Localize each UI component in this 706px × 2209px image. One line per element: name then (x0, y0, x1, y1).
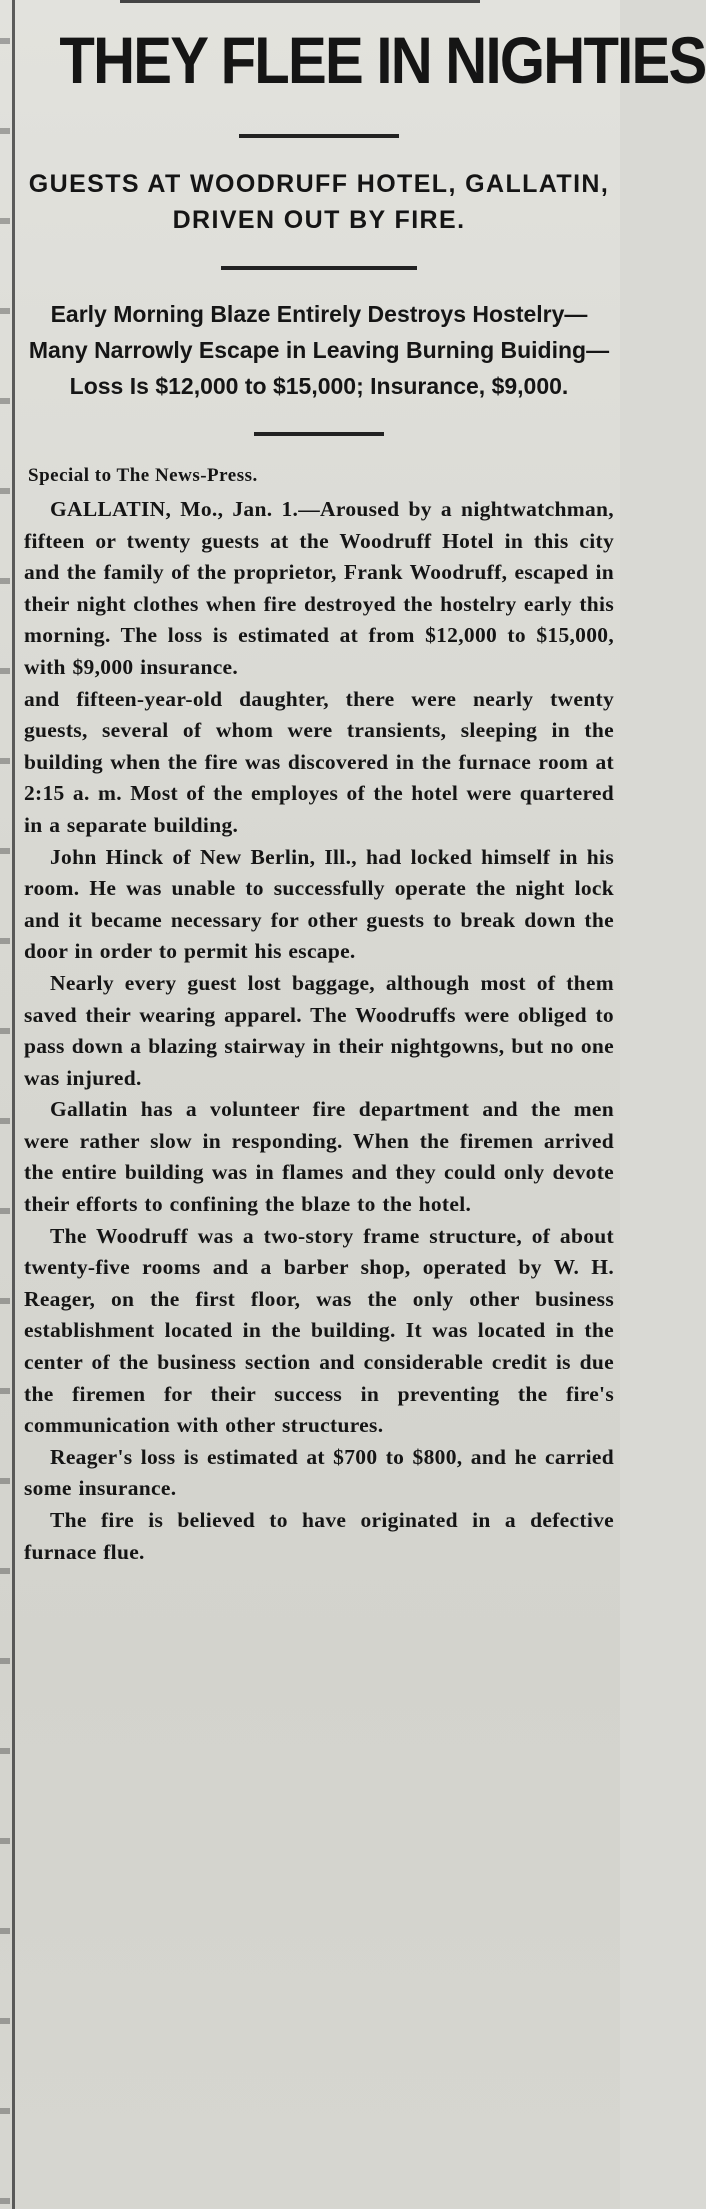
dateline: Special to The News-Press. (28, 465, 258, 486)
top-divider (120, 0, 480, 3)
paragraph-4: Nearly every guest lost baggage, although most of them saved their wearing apparel. The Woodruffs were obliged to pass down a blazing stairway in their nightgowns, but no one was injured. (24, 970, 614, 1090)
paragraph-3: John Hinck of New Berlin, Ill., had locked himself in his room. He was unable to successfully operate the night lock and it became necessary for other guests to break down the door in order to permit his escape. (24, 844, 614, 964)
paragraph-5: Gallatin has a volunteer fire department and the men were rather slow in responding. When the firemen arrived the entire building was in flames and they could only devote their efforts to confining the blaze to the hotel. (24, 1097, 614, 1217)
article-body (24, 494, 614, 1568)
news-article (24, 14, 706, 1568)
headline-divider (239, 134, 399, 138)
paragraph-1: GALLATIN, Mo., Jan. 1.—Aroused by a nightwatchman, fifteen or twenty guests at the Woodruff Hotel in this city and the family of the proprietor, Frank Woodruff, escaped in their night clothes when fire destroyed the hostelry early this morning. The loss is estimated at from $12,000 to $15,000, with $9,000 insurance. (24, 497, 614, 679)
adjacent-column-edge (0, 0, 10, 2209)
deck-summary: Early Morning Blaze Entirely Destroys Hostelry—Many Narrowly Escape in Leaving Burning Buiding—Loss Is $12,000 to $15,000; Insurance, $9,000. (28, 301, 610, 399)
headline: THEY FLEE IN NIGHTIES (59, 23, 706, 97)
paragraph-8: The fire is believed to have originated in a defective furnace flue. (24, 1508, 614, 1564)
deck-divider (254, 432, 384, 436)
subhead-divider (221, 266, 417, 270)
paragraph-2: and fifteen-year-old daughter, there were nearly twenty guests, several of whom were transients, sleeping in the building when the fire was discovered in the furnace room at 2:15 a. m. Most of the employes of the hotel were quartered in a separate building. (24, 686, 614, 837)
subheadline: GUESTS AT WOODRUFF HOTEL, GALLATIN, DRIVEN OUT BY FIRE. (28, 170, 610, 234)
paragraph-6: The Woodruff was a two-story frame structure, of about twenty-five rooms and a barber shop, operated by W. H. Reager, on the first floor, was the only other business establishment located in the building. It was located in the center of the business section and considerable credit is due the firemen for their success in preventing the fire's communication with other structures. (24, 1223, 614, 1438)
paragraph-7: Reager's loss is estimated at $700 to $800, and he carried some insurance. (24, 1444, 614, 1501)
column-rule (12, 0, 15, 2209)
